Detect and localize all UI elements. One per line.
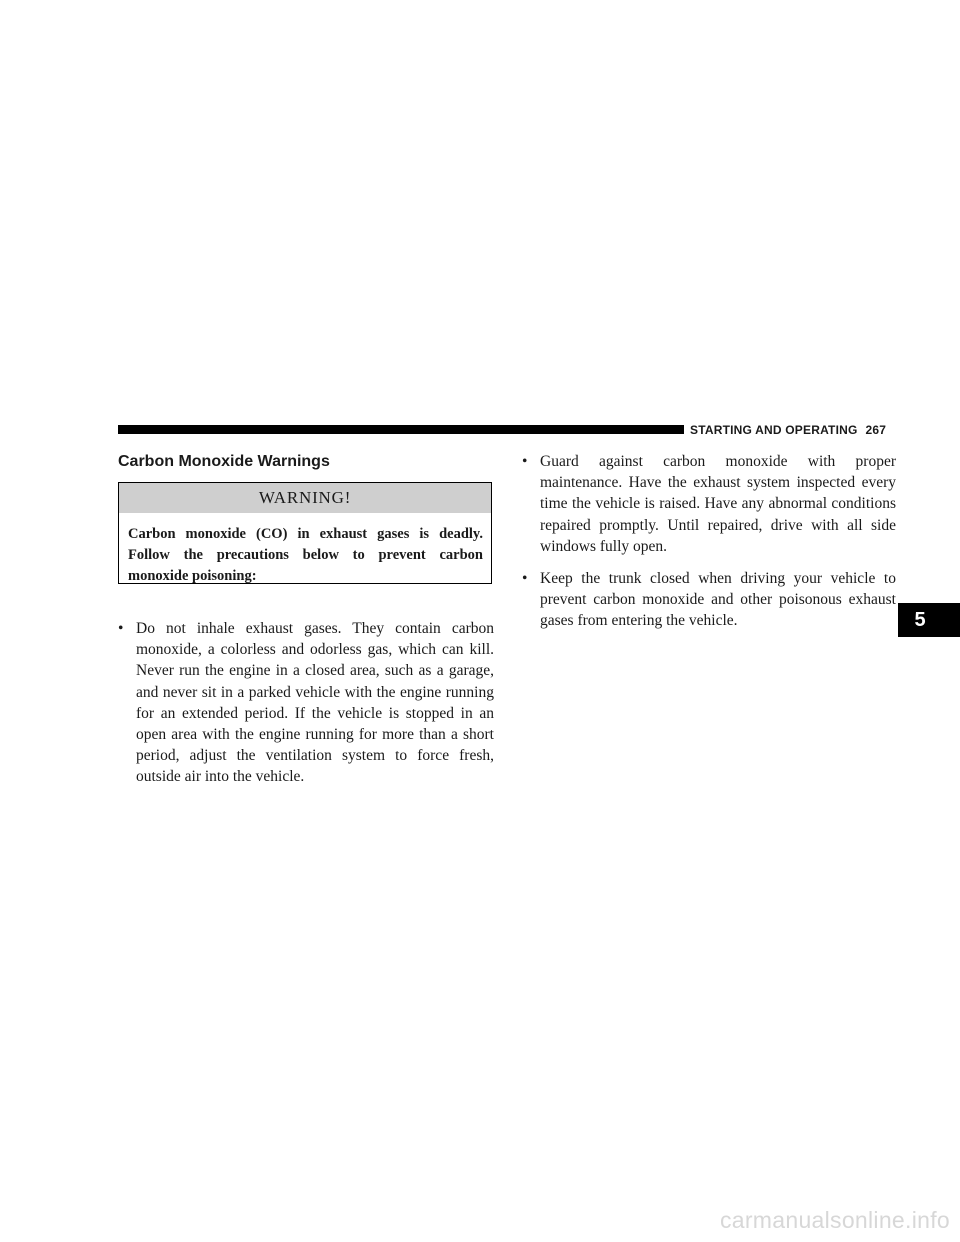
warning-box [118,482,492,584]
warning-text: Carbon monoxide (CO) in exhaust gases is deadly. Follow the precautions below to prevent carbon monoxide poisoning: [128,526,483,584]
list-item-text: Do not inhale exhaust gases. They contain carbon monoxide, a colorless and odorless gas, which can kill. Never run the engine in a closed area, such as a garage, and never sit in a parked vehicle with the engine running for an extended period. If the vehicle is stopped in an open area with the engine running for more than a short period, adjust the ventilation system to force fresh, outside air into the vehicle. [136,620,494,786]
list-item-text: Guard against carbon monoxide with proper maintenance. Have the exhaust system inspected every time the vehicle is raised. Have any abnormal conditions repaired promptly. Until repaired, drive with all side windows fully open. [540,453,896,555]
watermark-text: carmanualsonline.info [719,1207,950,1233]
bullet-icon: • [522,570,528,588]
chapter-tab: 5 [898,603,960,637]
bullet-icon: • [118,620,124,637]
running-header [690,421,886,439]
header-section-name: STARTING AND OPERATING [690,423,858,437]
list-item [522,568,896,632]
list-item-text: Keep the trunk closed when driving your vehicle to prevent carbon monoxide and other poisonous exhaust gases from entering the vehicle. [540,570,896,630]
header-rule [118,425,684,434]
section-title: Carbon Monoxide Warnings [118,453,330,470]
list-item [522,451,896,557]
page-number: 267 [865,423,887,437]
left-bullet-list [118,618,494,799]
bullet-icon: • [522,453,528,470]
warning-title: WARNING! [119,483,491,513]
list-item [118,618,494,788]
right-bullet-list [522,451,896,643]
